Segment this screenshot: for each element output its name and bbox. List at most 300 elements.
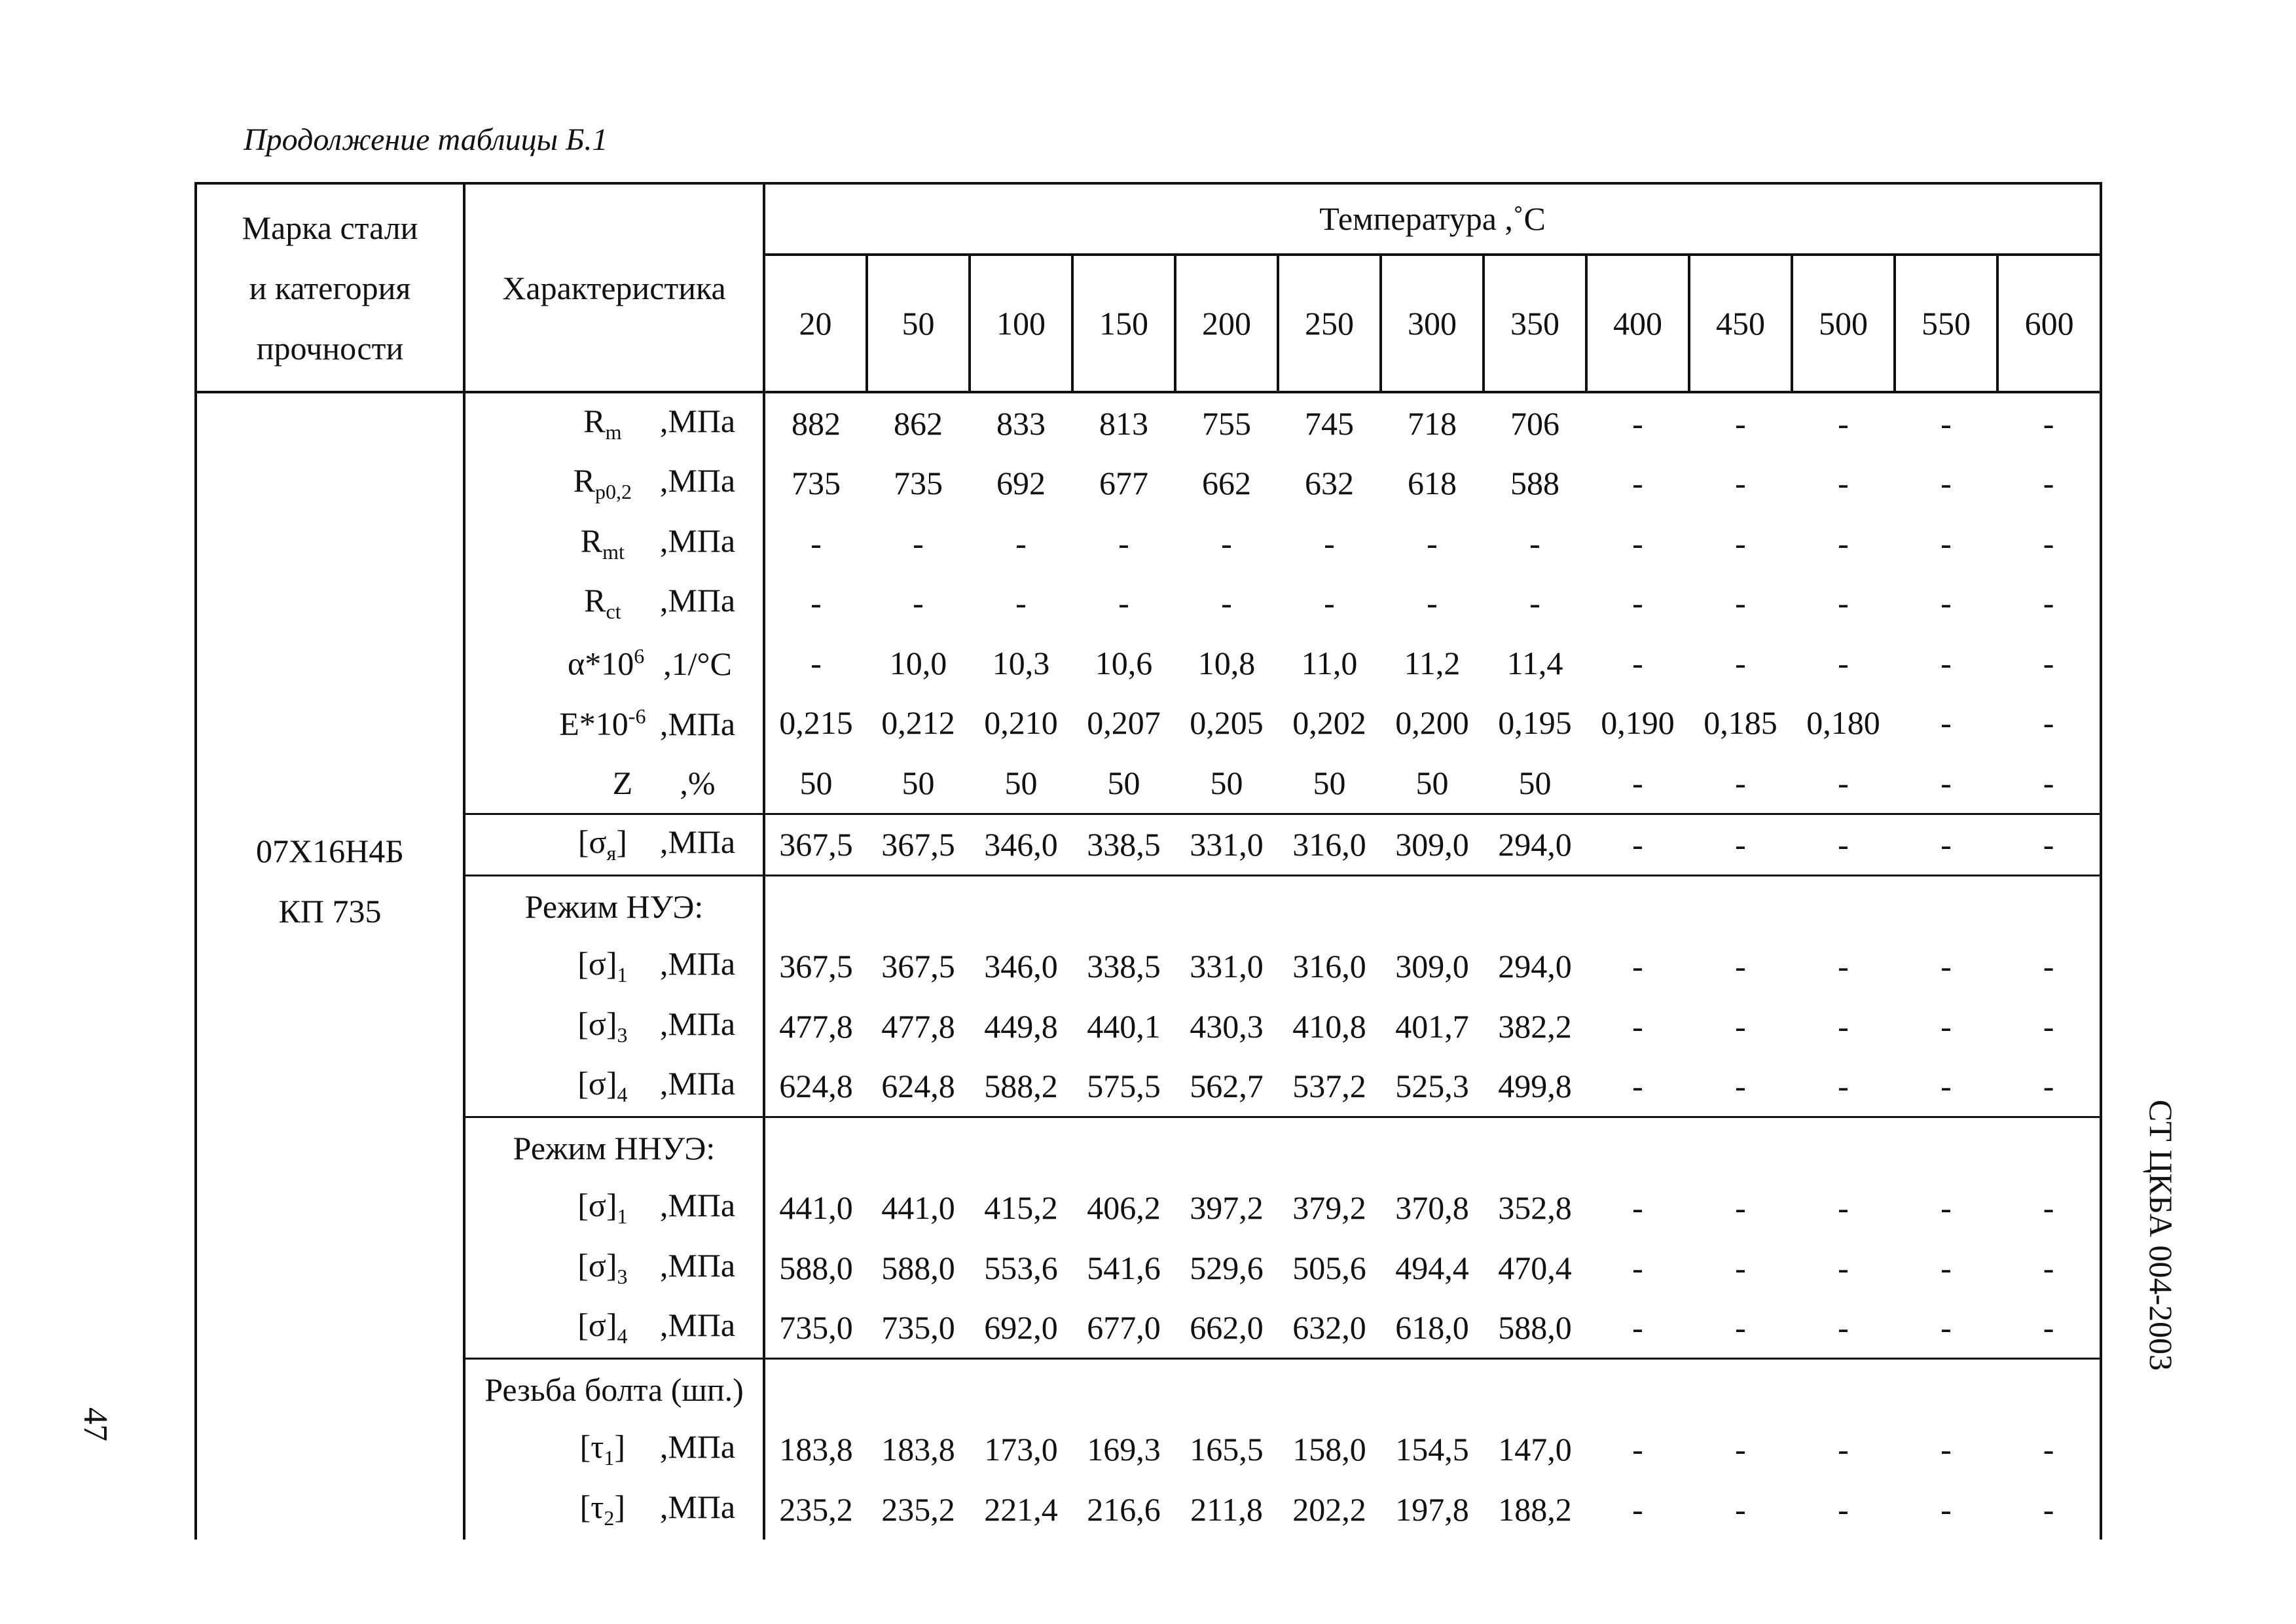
table-row [196,513,2101,573]
value-cell: 477,8 [779,1007,853,1045]
value-cell: - [1941,948,1952,985]
value-cell: 588,2 [984,1068,1058,1105]
value-cell: - [1838,1431,1849,1468]
symbol-text: [σ] [577,1005,617,1042]
value-cell: - [1941,764,1952,801]
header-grade-line2: и категория [249,269,411,306]
value-cell: 735 [792,465,841,502]
value-cell: 415,2 [984,1189,1058,1227]
temperature-col-header: 100 [970,255,1072,392]
value-cell: 331,0 [1175,814,1278,876]
header-grade-line1: Марка стали [242,209,418,246]
value-cell: - [1632,644,1643,681]
value-cell [1072,1117,1175,1178]
value-cell [1586,876,1689,937]
temperature-col-header: 450 [1689,255,1792,392]
value-cell [1484,1117,1586,1178]
unit-label: ,МПа [659,823,736,861]
value-cell: - [1997,392,2101,454]
value-cell [1586,1359,1689,1420]
unit-label: ,МПа [659,1246,736,1284]
value-cell [1689,1117,1792,1178]
value-cell [1792,1117,1895,1178]
characteristic-label [464,1479,764,1540]
value-cell: 401,7 [1395,1007,1469,1045]
value-cell: - [1427,585,1438,622]
unit-label: ,МПа [659,582,736,619]
temperature-col-header: 20 [764,255,867,392]
value-cell: 441,0 [881,1189,955,1227]
value-cell: 216,6 [1087,1490,1161,1528]
value-cell: - [1941,1431,1952,1468]
temperature-col-header: 500 [1792,255,1895,392]
value-cell [1381,876,1484,937]
value-cell: - [1632,1189,1643,1227]
temperature-col-header: 400 [1586,255,1689,392]
value-cell: 735,0 [881,1309,955,1346]
header-temperature: Температура ,˚С [764,183,2101,255]
value-cell: - [1632,1431,1643,1468]
symbol-subscript: m [605,420,622,444]
property-symbol [493,584,660,622]
characteristic-label [464,633,764,693]
symbol-subscript: 3 [617,1022,628,1047]
value-cell [1997,1117,2101,1178]
symbol-subscript: 3 [617,1264,628,1288]
unit-label: ,МПа [659,945,736,983]
value-cell: - [1997,1238,2101,1298]
characteristic-label [464,392,764,454]
value-cell: 165,5 [1190,1431,1264,1468]
value-cell [867,1359,970,1420]
value-cell [1175,876,1278,937]
value-cell: 50 [1518,764,1552,801]
table-row [196,1420,2101,1480]
value-cell: - [1838,1007,1849,1045]
value-cell: 692 [996,465,1046,502]
symbol-subscript: 1 [617,963,628,987]
temperature-col-header: 50 [867,255,970,392]
property-symbol [493,1246,660,1288]
value-cell [1278,876,1381,937]
value-cell: 0,200 [1395,704,1469,742]
value-cell: 618 [1408,465,1457,502]
value-cell: 0,210 [984,704,1058,742]
value-cell: - [1838,948,1849,985]
property-symbol [493,464,660,502]
value-cell: - [1324,585,1335,622]
value-cell: 505,6 [1292,1249,1366,1286]
value-cell: - [1997,1298,2101,1359]
value-cell: 331,0 [1190,948,1264,985]
symbol-subscript: ct [606,600,621,624]
value-cell: 0,185 [1704,704,1777,742]
value-cell: - [1838,764,1849,801]
value-cell [1072,1359,1175,1420]
value-cell: - [1941,1007,1952,1045]
value-cell: - [1015,585,1027,622]
value-cell: 588,0 [779,1249,853,1286]
temperature-col-header: 250 [1278,255,1381,392]
value-cell: 441,0 [779,1189,853,1227]
value-cell: 588,0 [1498,1309,1572,1346]
value-cell: - [1221,585,1232,622]
value-cell: - [1735,1431,1746,1468]
property-symbol [493,1308,660,1346]
unit-label: ,МПа [659,522,736,559]
value-cell: 50 [1313,764,1346,801]
steel-grade: 07Х16Н4Б [256,832,404,869]
value-cell: - [1735,1249,1746,1286]
unit-label: ,МПа [659,1307,736,1344]
table-row [196,392,2101,454]
characteristic-label [464,1056,764,1117]
value-cell: 562,7 [1190,1068,1264,1105]
unit-label: ,МПа [659,705,736,742]
table-row [196,573,2101,634]
value-cell [970,1359,1072,1420]
symbol-text: R [583,402,606,439]
value-cell: 221,4 [984,1490,1058,1528]
value-cell: - [1735,948,1746,985]
value-cell: 50 [1415,764,1449,801]
unit-label: ,МПа [659,402,736,439]
symbol-close: ] [614,1488,626,1525]
value-cell [1278,1117,1381,1178]
value-cell [1997,876,2101,937]
value-cell [1792,1359,1895,1420]
value-cell [1895,876,1997,937]
value-cell: 735,0 [779,1309,853,1346]
section-label [464,1359,764,1420]
value-cell: 346,0 [970,814,1072,876]
temperature-col-header: 300 [1381,255,1484,392]
value-cell: - [1427,524,1438,562]
value-cell: - [1941,1309,1952,1346]
value-cell: 0,180 [1806,704,1880,742]
symbol-text: [σ] [577,1065,617,1102]
symbol-text: [σ] [577,945,617,983]
value-cell: 537,2 [1292,1068,1366,1105]
value-cell: - [1735,585,1746,622]
value-cell: - [1735,1490,1746,1528]
property-symbol [496,644,663,683]
value-cell [1895,1117,1997,1178]
characteristic-label [464,814,764,876]
characteristic-label [464,1420,764,1480]
value-cell: 618,0 [1395,1309,1469,1346]
characteristic-label [464,996,764,1056]
value-cell: 862 [894,405,943,442]
value-cell: 755 [1202,405,1251,442]
symbol-text: Z [612,764,633,801]
value-cell: 169,3 [1087,1431,1161,1468]
symbol-subscript: 4 [617,1083,628,1107]
value-cell [764,1359,867,1420]
value-cell: 677 [1099,465,1148,502]
value-cell: 0,212 [881,704,955,742]
value-cell: - [1997,1178,2101,1238]
value-cell: - [811,524,822,562]
value-cell: 499,8 [1498,1068,1572,1105]
value-cell: 406,2 [1087,1189,1161,1227]
table-row [196,937,2101,997]
value-cell: - [1632,524,1643,562]
value-cell [1175,1117,1278,1178]
value-cell: 632,0 [1292,1309,1366,1346]
value-cell: 692,0 [984,1309,1058,1346]
value-cell [1381,1117,1484,1178]
value-cell [1175,1359,1278,1420]
value-cell: - [1838,1309,1849,1346]
value-cell: - [1941,465,1952,502]
value-cell: 352,8 [1498,1189,1572,1227]
steel-grade-cell [196,392,464,1540]
table-row [196,693,2101,753]
unit-label: ,МПа [659,1065,736,1102]
table-row [196,1238,2101,1298]
header-grade-line3: прочности [256,329,404,367]
table-row [196,1298,2101,1359]
value-cell: - [1632,948,1643,985]
value-cell: - [1735,1007,1746,1045]
characteristic-label [464,753,764,814]
value-cell: 833 [996,405,1046,442]
value-cell: - [1324,524,1335,562]
value-cell: - [1997,1056,2101,1117]
value-cell: 0,190 [1601,704,1675,742]
value-cell: 197,8 [1395,1490,1469,1528]
table-row [196,753,2101,814]
symbol-close: ] [616,823,627,861]
table-row [196,1056,2101,1117]
value-cell: - [1838,1249,1849,1286]
value-cell: - [1997,753,2101,814]
value-cell: - [1529,585,1540,622]
header-characteristic: Характеристика [464,183,764,392]
value-cell: - [811,585,822,622]
value-cell: 158,0 [1292,1431,1366,1468]
value-cell: 235,2 [881,1490,955,1528]
section-row [196,1359,2101,1420]
value-cell: 367,5 [779,948,853,985]
value-cell [1072,876,1175,937]
temperature-col-header: 150 [1072,255,1175,392]
value-cell: - [1632,764,1643,801]
value-cell: - [1941,1189,1952,1227]
value-cell: - [1632,585,1643,622]
value-cell [1792,876,1895,937]
value-cell: - [1735,1309,1746,1346]
symbol-close: ] [614,1428,626,1466]
property-symbol [493,1490,660,1528]
value-cell: 588,0 [881,1249,955,1286]
value-cell: 50 [1107,764,1140,801]
value-cell: 50 [799,764,833,801]
value-cell: - [1838,405,1849,442]
unit-label: ,МПа [659,1005,736,1042]
symbol-subscript: 2 [604,1506,615,1530]
document-code: СТ ЦКБА 004-2003 [2143,1100,2179,1371]
value-cell: - [811,644,822,681]
temperature-col-header: 350 [1484,255,1586,392]
value-cell: - [1632,1007,1643,1045]
value-cell: 553,6 [984,1249,1058,1286]
value-cell: 529,6 [1190,1249,1264,1286]
characteristic-label [464,937,764,997]
value-cell: - [1586,814,1689,876]
value-cell: 10,6 [1095,644,1153,681]
value-cell [1484,876,1586,937]
property-symbol [493,825,660,863]
value-cell: - [1997,1479,2101,1540]
value-cell: - [1838,1068,1849,1105]
value-cell: 188,2 [1498,1490,1572,1528]
value-cell: - [1838,585,1849,622]
value-cell: - [1941,704,1952,742]
unit-label: ,% [680,764,716,801]
characteristic-label [464,573,764,634]
value-cell: 477,8 [881,1007,955,1045]
value-cell: 183,8 [881,1431,955,1468]
value-cell: - [1997,1420,2101,1480]
value-cell [764,876,867,937]
value-cell: - [913,585,924,622]
property-symbol [493,1067,660,1105]
value-cell: - [913,524,924,562]
value-cell: - [1997,814,2101,876]
value-cell: 11,2 [1404,644,1461,681]
value-cell: 11,0 [1301,644,1358,681]
property-symbol [493,1430,660,1468]
strength-category: КП 735 [278,892,382,929]
value-cell [1997,1359,2101,1420]
unit-label: ,МПа [659,1187,736,1224]
value-cell [1689,1359,1792,1420]
value-cell: 154,5 [1395,1431,1469,1468]
value-cell: - [1735,465,1746,502]
value-cell: 309,0 [1381,814,1484,876]
section-title: Режим ННУЭ: [513,1129,716,1166]
value-cell: 541,6 [1087,1249,1161,1286]
value-cell: - [1838,465,1849,502]
symbol-subscript: mt [602,539,625,564]
table-row [196,996,2101,1056]
value-cell: - [1792,814,1895,876]
value-cell: 338,5 [1087,948,1161,985]
value-cell: - [1632,1490,1643,1528]
value-cell: 813 [1099,405,1148,442]
page-number: 47 [77,1407,114,1441]
value-cell: - [1838,644,1849,681]
characteristic-label [464,1238,764,1298]
value-cell: - [1997,693,2101,753]
characteristic-label [464,454,764,514]
value-cell: - [1735,764,1746,801]
property-symbol [493,1189,660,1227]
value-cell: 0,195 [1498,704,1572,742]
symbol-text: [τ [579,1488,604,1525]
symbol-text: R [584,582,606,619]
value-cell [1895,1359,1997,1420]
characteristic-label [464,1298,764,1359]
value-cell: 50 [1210,764,1243,801]
value-cell: - [1735,1189,1746,1227]
value-cell: 183,8 [779,1431,853,1468]
value-cell: 10,0 [889,644,947,681]
value-cell: 338,5 [1072,814,1175,876]
value-cell [1381,1359,1484,1420]
value-cell: 410,8 [1292,1007,1366,1045]
value-cell: 202,2 [1292,1490,1366,1528]
value-cell: - [1895,814,1997,876]
value-cell: 309,0 [1395,948,1469,985]
value-cell: - [1941,585,1952,622]
value-cell: 706 [1510,405,1559,442]
property-symbol [513,764,680,801]
properties-table [194,182,2102,1540]
value-cell: 147,0 [1498,1431,1572,1468]
value-cell: - [1941,405,1952,442]
value-cell: 662 [1202,465,1251,502]
value-cell: 449,8 [984,1007,1058,1045]
symbol-superscript: -6 [628,704,646,728]
value-cell: 494,4 [1395,1249,1469,1286]
value-cell: - [1529,524,1540,562]
characteristic-label [464,693,764,753]
symbol-subscript: я [606,841,617,865]
symbol-text: [σ [577,823,607,861]
value-cell: - [1838,1189,1849,1227]
value-cell: - [1997,513,2101,573]
value-cell: 367,5 [764,814,867,876]
value-cell: 662,0 [1190,1309,1264,1346]
value-cell: - [1941,1490,1952,1528]
property-symbol [493,402,660,444]
value-cell [1586,1117,1689,1178]
symbol-text: [σ] [577,1307,617,1344]
symbol-text: R [580,522,603,559]
value-cell: 0,202 [1292,704,1366,742]
value-cell: 525,3 [1395,1068,1469,1105]
section-row [196,1117,2101,1178]
value-cell: 382,2 [1498,1007,1572,1045]
table-row [196,814,2101,876]
value-cell: 50 [902,764,935,801]
property-symbol [493,706,660,740]
section-title: Резьба болта (шп.) [484,1371,744,1408]
table-row [196,454,2101,514]
section-label [464,1117,764,1178]
characteristic-label [464,1178,764,1238]
table-row [196,1479,2101,1540]
value-cell: - [1838,1490,1849,1528]
value-cell: 367,5 [867,814,970,876]
value-cell [1484,1359,1586,1420]
value-cell: - [1941,1249,1952,1286]
symbol-text: R [573,462,596,499]
symbol-superscript: 6 [634,644,645,668]
value-cell: 624,8 [881,1068,955,1105]
value-cell: 173,0 [984,1431,1058,1468]
value-cell: 316,0 [1292,948,1366,985]
symbol-subscript: p0,2 [595,480,632,504]
value-cell [764,1117,867,1178]
value-cell [867,1117,970,1178]
value-cell: 235,2 [779,1490,853,1528]
value-cell: 367,5 [881,948,955,985]
section-label [464,876,764,937]
